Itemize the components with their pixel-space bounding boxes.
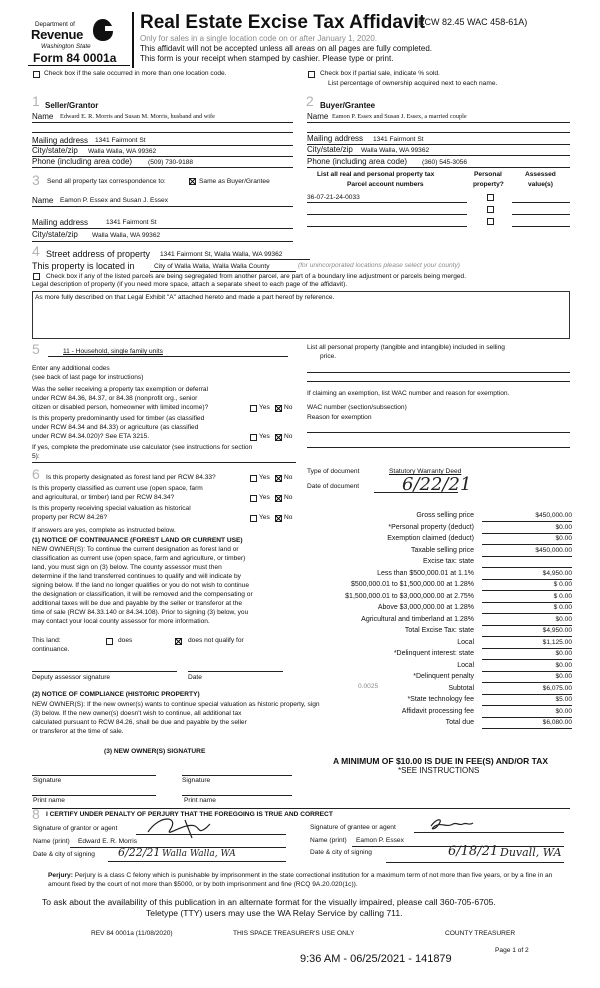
tax-row-value[interactable]: $6,080.00: [542, 719, 572, 726]
tax-row-value[interactable]: $0.00: [555, 661, 572, 669]
q-current-use-yes-checkbox[interactable]: [250, 495, 257, 502]
no-label: No: [284, 494, 293, 501]
tax-row-label: Local: [457, 638, 474, 646]
assessed-heading-2: value(s): [528, 181, 553, 188]
yes-label: Yes: [259, 474, 270, 481]
continuance-label: continuance.: [32, 646, 70, 653]
exemption-claim-label: If claiming an exemption, list WAC number and reason for exemption.: [307, 390, 510, 397]
tax-row-value[interactable]: $4,950.00: [542, 627, 572, 634]
buyer-phone-label: Phone (including area code): [307, 157, 408, 166]
tax-row-line: [482, 648, 572, 649]
notice-line: or transferor at the time of sale.: [32, 728, 124, 735]
tax-row-label: Total Excise Tax: state: [404, 627, 474, 634]
tax-row-label: $500,000.01 to $1,500,000.00 at 1.28%: [351, 581, 474, 588]
q-historic-1: Is this property receiving special valuation as historical: [32, 505, 191, 512]
personal-property-checkbox-1[interactable]: [487, 194, 494, 201]
tax-row-line: [482, 556, 572, 557]
q-timber-no-checkbox[interactable]: [275, 434, 282, 441]
section-6-number: 6: [32, 466, 40, 482]
land-does-not-checkbox[interactable]: [175, 638, 182, 645]
tax-row-value[interactable]: $ 0.00: [553, 581, 572, 588]
form-citation: (RCW 82.45 WAC 458-61A): [415, 17, 528, 27]
tax-row-value[interactable]: $450,000.00: [535, 512, 572, 519]
seller-phone[interactable]: (509) 730-9188: [148, 159, 194, 166]
buyer-name[interactable]: Eamon P. Essex and Susan J. Essex, a married couple: [332, 113, 467, 120]
section-4-number: 4: [32, 243, 40, 259]
yes-label: Yes: [259, 404, 270, 411]
tax-row-label: Subtotal: [448, 684, 474, 692]
tax-row-label: Gross selling price: [416, 512, 474, 519]
tax-row-line: [482, 521, 572, 522]
section-2-number: 2: [306, 93, 314, 109]
section-5-number: 5: [32, 341, 40, 357]
q-forest-yes-checkbox[interactable]: [250, 475, 257, 482]
alt-format-line-1: To ask about the availability of this publication in an alternate format for the visually impaired, please call 360-705-6705.: [42, 897, 496, 907]
form-number: Form 84 0001a: [33, 51, 117, 65]
seller-name[interactable]: Edward E. R. Morris and Susan M. Morris, husband and wife: [60, 113, 215, 120]
grantee-city-handwritten[interactable]: Duvall, WA: [500, 846, 562, 859]
no-label: No: [284, 404, 293, 411]
q-current-use-no-checkbox[interactable]: [275, 495, 282, 502]
land-does-label: does: [118, 637, 133, 644]
tax-row-label: *Delinquent interest: state: [393, 650, 474, 657]
personal-heading-2: property?: [473, 181, 504, 188]
this-land-label: This land:: [32, 637, 61, 644]
tax-row-line: [482, 705, 572, 706]
predominate-use-2: 5):: [32, 453, 40, 460]
unincorporated-note: (for unincorporated locations please select your county): [298, 262, 461, 269]
q-current-use-1: Is this property classified as current use (open space, farm: [32, 485, 203, 492]
land-does-not-label: does not qualify for: [188, 637, 244, 644]
buyer-phone[interactable]: (360) 545-3056: [422, 159, 468, 166]
segregated-checkbox[interactable]: [33, 273, 40, 280]
notice-line: the designation or classification, it will be removed and the compensating or: [32, 591, 253, 598]
tax-row-value[interactable]: $1,125.00: [542, 638, 572, 646]
seller-heading: Seller/Grantor: [45, 101, 99, 110]
tax-city[interactable]: Walla Walla, WA 99362: [92, 232, 161, 239]
certify-statement: I CERTIFY UNDER PENALTY OF PERJURY THAT THE FOREGOING IS TRUE AND CORRECT: [46, 811, 333, 818]
perjury-text: Perjury is a class C felony which is punishable by imprisonment in the state correctional institution for a maximum term of not more than five years, or by a fine in an amount fixed by the court of not more than $5000, or by both imprisonment and fine (RCQ 9A.20.020(1c)).: [48, 872, 553, 888]
partial-sale-sublabel: List percentage of ownership acquired next to each name.: [328, 80, 498, 87]
personal-property-label: List all personal property (tangible and intangible) included in selling: [307, 344, 505, 351]
yes-label: Yes: [259, 433, 270, 440]
tax-row-label: Excise tax: state: [423, 558, 474, 565]
grantee-signature-label: Signature of grantee or agent: [310, 824, 396, 831]
tax-row-line: [482, 671, 572, 672]
multi-location-label: Check box if the sale occurred in more than one location code.: [44, 70, 227, 77]
new-owner-signature-title: (3) NEW OWNER(S) SIGNATURE: [104, 748, 206, 755]
tax-row-value[interactable]: $4,950.00: [542, 569, 572, 577]
q-current-use-2: and agricultural, or timber) land per RCW 84.34?: [32, 494, 175, 501]
q-historic-2: property per RCW 84.26?: [32, 514, 108, 521]
notice-line: calculated pursuant to RCW 84.26, shall be due and payable by the seller: [32, 719, 247, 726]
section-1-number: 1: [32, 93, 40, 109]
tax-row-label: Taxable selling price: [410, 546, 474, 554]
seller-city-label: City/state/zip: [32, 146, 78, 155]
tax-row-label: Local: [457, 661, 474, 669]
county-treasurer-label: COUNTY TREASURER: [445, 930, 516, 937]
tax-row-line: [482, 682, 572, 683]
tax-row-line: [482, 717, 572, 718]
tax-row-label: Agricultural and timberland at 1.28%: [361, 615, 474, 623]
answers-yes-note: If answers are yes, complete as instructed below.: [32, 527, 176, 534]
no-label: No: [284, 474, 293, 481]
subheading-2: This affidavit will not be accepted unless all areas on all pages are fully completed.: [140, 44, 433, 53]
partial-sale-checkbox[interactable]: [308, 71, 315, 78]
tax-row-line: [482, 613, 572, 614]
tax-row-label: Less than $500,000.01 at 1.1%: [377, 569, 474, 577]
tax-row-label: Total due: [445, 719, 474, 726]
tax-mailing[interactable]: 1341 Fairmont St: [106, 219, 157, 226]
grantor-name-print-label: Name (print): [33, 838, 70, 845]
notice-line: (3) below. If the new owner(s) doesn't wish to continue, all additional tax: [32, 710, 242, 717]
owner-print-name-label-2: Print name: [184, 797, 216, 804]
notice-line: may contact your local county assessor for more information.: [32, 618, 210, 625]
q-exemption-1: Was the seller receiving a property tax exemption or deferral: [32, 386, 209, 393]
tax-row-value[interactable]: $0.00: [555, 615, 572, 623]
tax-row-line: [482, 728, 572, 729]
grantee-name-print[interactable]: Eamon P. Essex: [356, 837, 404, 844]
dept-line1: Department of: [35, 21, 75, 28]
owner-signature-label-2: Signature: [182, 777, 211, 784]
tax-row-line: [482, 659, 572, 660]
owner-print-name-label-1: Print name: [33, 797, 65, 804]
q-timber-2: under RCW 84.34 and 84.33) or agriculture (as classified: [32, 424, 199, 431]
legal-description-label: Legal description of property (if you need more space, attach a separate sheet to each page of the affidavit).: [32, 281, 348, 288]
tax-row-label: $1,500,000.01 to $3,000,000.00 at 2.75%: [345, 592, 474, 600]
dept-line2: Washington State: [41, 43, 91, 50]
notice-line: determine if the land transferred continues to qualify and will indicate by: [32, 573, 241, 580]
q-timber-3: under RCW 84.34.020)? See ETA 3215.: [32, 433, 150, 440]
tax-row-label: Above $3,000,000.00 at 1.28%: [377, 604, 474, 611]
tax-city-label: City/state/zip: [32, 230, 78, 239]
parcel-heading-2: Parcel account numbers: [347, 181, 424, 188]
tax-row-label: *Personal property (deduct): [388, 523, 474, 531]
buyer-mailing[interactable]: 1341 Fairmont St: [373, 136, 424, 143]
owner-signature-label-1: Signature: [33, 777, 62, 784]
doc-date-label: Date of document: [307, 483, 360, 490]
tax-row-value[interactable]: $0.00: [555, 535, 572, 542]
tax-row-line: [482, 544, 572, 545]
seller-name-label: Name: [32, 112, 54, 121]
same-as-buyer-checkbox[interactable]: [189, 178, 196, 185]
tax-row-value[interactable]: $0.00: [555, 707, 572, 715]
tax-row-value[interactable]: $ 0.00: [553, 604, 572, 611]
street-label: Street address of property: [46, 249, 151, 259]
minimum-due-note: A MINIMUM OF $10.00 IS DUE IN FEE(S) AND/OR TAX: [333, 756, 549, 766]
notice-line: classification as current use (open space, farm and agriculture, or timber): [32, 555, 246, 562]
page-number: Page 1 of 2: [495, 947, 529, 954]
q-timber-1: Is this property predominantly used for timber (as classified: [32, 415, 205, 422]
tax-row-value[interactable]: $5.00: [555, 696, 572, 703]
q-exemption-no-checkbox[interactable]: [275, 405, 282, 412]
tax-row-line: [482, 694, 572, 695]
segregated-label: Check box if any of the listed parcels are being segregated from another parcel, are part of a boundary line adjustment or parcels being merged.: [46, 273, 467, 280]
buyer-mailing-label: Mailing address: [307, 134, 364, 143]
perjury-notice: [48, 872, 570, 890]
tax-row-line: [482, 590, 572, 591]
no-label: No: [284, 514, 293, 521]
q-exemption-3: citizen or disabled person, homeowner with limited income)?: [32, 404, 209, 411]
legal-description-text: As more fully described on that Legal Exhibit "A" attached hereto and made a part hereof by reference.: [35, 294, 335, 301]
notice-line: NEW OWNER(S): If the new owner(s) wants to continue special valuation as historic property, sign: [32, 701, 320, 708]
tax-name[interactable]: Eamon P. Essex and Susan J. Essex: [60, 197, 169, 204]
grantee-date-handwritten[interactable]: 6/18/21: [448, 844, 499, 859]
subheading-3: This form is your receipt when stamped by cashier. Please type or print.: [140, 54, 394, 63]
tax-row-value[interactable]: $0.00: [555, 673, 572, 680]
buyer-name-label: Name: [307, 112, 329, 121]
tax-row-value[interactable]: $6,075.00: [542, 684, 572, 692]
located-jurisdiction[interactable]: City of Walla Walla, Walla Walla County: [154, 263, 270, 270]
personal-property-checkbox-2[interactable]: [487, 206, 494, 213]
yes-label: Yes: [259, 494, 270, 501]
tax-row-line: [482, 636, 572, 637]
doc-date-handwritten[interactable]: 6/22/21: [402, 474, 472, 495]
grantor-signature-image: [140, 812, 230, 842]
located-label: This property is located in: [32, 261, 135, 271]
section-8-number: 8: [32, 806, 40, 822]
personal-heading-1: Personal: [474, 171, 502, 178]
local-rate: 0.0025: [358, 683, 379, 690]
same-as-buyer-label: Same as Buyer/Grantee: [199, 178, 270, 185]
tax-row-value[interactable]: $450,000.00: [535, 546, 572, 554]
tax-row-label: *Delinquent penalty: [413, 673, 474, 680]
subheading-1: Only for sales in a single location code on or after January 1, 2020.: [140, 34, 378, 43]
doc-type-label: Type of document: [307, 468, 360, 475]
doc-type[interactable]: Statutory Warranty Deed: [389, 468, 462, 475]
predominate-use-1: If yes, complete the predominate use calculator (see instructions for section: [32, 444, 253, 451]
revision-label: REV 84 0001a (11/08/2020): [91, 930, 173, 937]
deputy-date-label: Date: [188, 674, 202, 681]
tax-name-label: Name: [32, 196, 54, 205]
q-forest: Is this property designated as forest land per RCW 84.33?: [46, 474, 216, 481]
no-label: No: [284, 433, 293, 440]
grantor-name-print[interactable]: Edward E. R. Morris: [78, 838, 137, 845]
grantor-city-handwritten[interactable]: Walla Walla, WA: [162, 849, 236, 859]
dept-logo-text: Revenue: [31, 27, 84, 42]
alt-format-line-2: Teletype (TTY) users may use the WA Relay Service by calling 711.: [146, 908, 403, 918]
buyer-city-label: City/state/zip: [307, 145, 353, 154]
seller-mailing[interactable]: 1341 Fairmont St: [95, 137, 146, 144]
multi-location-checkbox[interactable]: [33, 71, 40, 78]
street-address[interactable]: 1341 Fairmont St, Walla Walla, WA 99362: [160, 251, 283, 258]
notice-line: time of sale (RCW 84.33.140 or 84.34.108). Prior to signing (3) below, you: [32, 609, 249, 616]
q-timber-yes-checkbox[interactable]: [250, 434, 257, 441]
tax-row-value[interactable]: $0.00: [555, 523, 572, 531]
legal-description-box[interactable]: [32, 291, 570, 339]
notice-line: land, you must sign on (3) below. The county assessor must then: [32, 564, 222, 571]
parcel-number-1[interactable]: 36-07-21-24-0033: [307, 194, 360, 201]
property-use-code[interactable]: 11 - Household, single family units: [63, 348, 163, 355]
tax-row-line: [482, 567, 572, 568]
wac-number-label: WAC number (section/subsection): [307, 404, 407, 411]
send-correspondence-label: Send all property tax correspondence to:: [47, 178, 166, 185]
seller-city[interactable]: Walla Walla, WA 99362: [88, 148, 157, 155]
yes-label: Yes: [259, 514, 270, 521]
assessed-heading-1: Assessed: [525, 171, 556, 178]
tax-row-value[interactable]: $0.00: [555, 650, 572, 657]
notice-compliance-title: (2) NOTICE OF COMPLIANCE (HISTORIC PROPERTY): [32, 691, 200, 698]
personal-property-checkbox-3[interactable]: [487, 218, 494, 225]
receipt-timestamp: 9:36 AM - 06/25/2021 - 141879: [300, 953, 452, 965]
q-exemption-yes-checkbox[interactable]: [250, 405, 257, 412]
seller-mailing-label: Mailing address: [32, 136, 89, 145]
deputy-signature-label: Deputy assessor signature: [32, 674, 111, 681]
partial-sale-label: Check box if partial sale, indicate % sold.: [320, 70, 440, 77]
additional-codes-label: Enter any additional codes: [32, 365, 110, 372]
see-instructions-note: *SEE INSTRUCTIONS: [398, 766, 480, 775]
grantor-date-handwritten[interactable]: 6/22/21: [118, 846, 161, 859]
q-historic-yes-checkbox[interactable]: [250, 515, 257, 522]
perjury-label: Perjury:: [48, 872, 73, 879]
parcel-heading-1: List all real and personal property tax: [317, 171, 435, 178]
additional-codes-note: (see back of last page for instructions): [32, 374, 144, 381]
land-does-checkbox[interactable]: [106, 638, 113, 645]
personal-property-label-2: price.: [320, 353, 337, 360]
notice-continuance-title: (1) NOTICE OF CONTINUANCE (FOREST LAND OR CURRENT USE): [32, 537, 243, 544]
tax-row-line: [482, 533, 572, 534]
notice-line: NEW OWNER(S): To continue the current designation as forest land or: [32, 546, 239, 553]
section-3-number: 3: [32, 172, 40, 188]
q-forest-no-checkbox[interactable]: [275, 475, 282, 482]
tax-row-label: Affidavit processing fee: [401, 707, 474, 715]
revenue-logo-icon: [92, 17, 114, 43]
notice-line: signing below. If the land no longer qualifies or you do not wish to continue: [32, 582, 250, 589]
buyer-city[interactable]: Walla Walla, WA 99362: [361, 147, 430, 154]
form-title: Real Estate Excise Tax Affidavit: [140, 12, 426, 33]
exemption-reason-label: Reason for exemption: [307, 414, 372, 421]
grantor-signature-label: Signature of grantor or agent: [33, 825, 118, 832]
grantee-name-print-label: Name (print): [310, 837, 347, 844]
seller-phone-label: Phone (including area code): [32, 157, 133, 166]
notice-line: additional taxes will be due and payable by the seller or transferor at the: [32, 600, 243, 607]
tax-row-value[interactable]: $ 0.00: [553, 592, 572, 600]
q-historic-no-checkbox[interactable]: [275, 515, 282, 522]
tax-mailing-label: Mailing address: [32, 218, 89, 227]
tax-row-label: *State technology fee: [407, 696, 474, 703]
buyer-heading: Buyer/Grantee: [320, 101, 376, 110]
grantor-date-label: Date & city of signing: [33, 851, 95, 858]
grantee-date-label: Date & city of signing: [310, 849, 372, 856]
treasurer-use-label: THIS SPACE TREASURER'S USE ONLY: [233, 930, 355, 937]
tax-row-label: Exemption claimed (deduct): [387, 535, 474, 542]
tax-row-line: [482, 602, 572, 603]
tax-row-line: [482, 625, 572, 626]
q-exemption-2: under RCW 84.36, 84.37, or 84.38 (nonprofit org., senior: [32, 395, 198, 402]
tax-row-line: [482, 579, 572, 580]
